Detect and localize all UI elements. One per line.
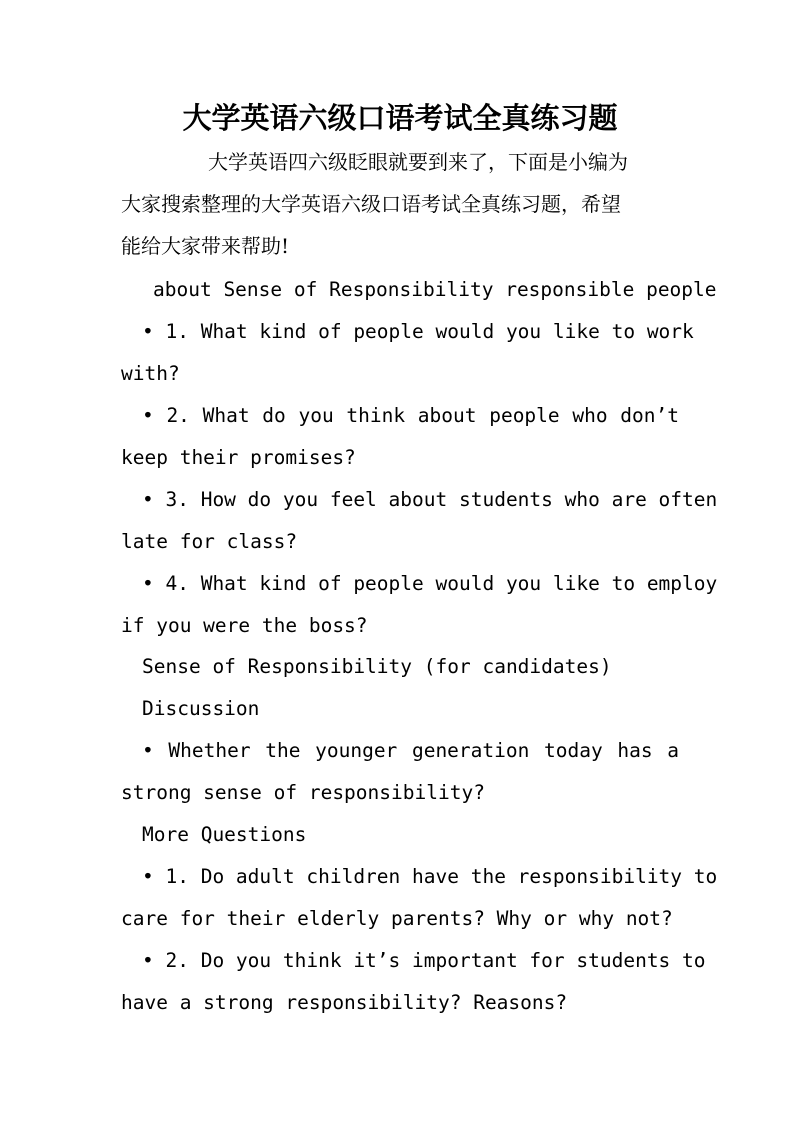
more-question-2: • 2. Do you think it’s important for students to [142,949,706,972]
more-question-1-cont: care for their elderly parents? Why or why not? [121,907,673,930]
more-questions-heading: More Questions [142,823,307,846]
question-2: • 2. What do you think about people who don’t [142,404,679,427]
question-4: • 4. What kind of people would you like to employ [142,572,718,595]
candidates-heading: Sense of Responsibility (for candidates) [142,655,612,678]
question-3-cont: late for class? [121,530,298,553]
question-3: • 3. How do you feel about students who are often [142,488,718,511]
intro-line-3: 能给大家带来帮助! [121,234,290,258]
question-2-cont: keep their promises? [121,446,356,469]
discussion-heading: Discussion [142,697,260,720]
question-1-cont: with? [121,362,180,385]
question-4-cont: if you were the boss? [121,614,368,637]
intro-line-2: 大家搜索整理的大学英语六级口语考试全真练习题，希望 [121,192,621,216]
discussion-question: • Whether the younger generation today has a [142,739,679,762]
discussion-question-cont: strong sense of responsibility? [121,781,485,804]
intro-line-1: 大学英语四六级眨眼就要到来了，下面是小编为 [208,150,628,174]
more-question-2-cont: have a strong responsibility? Reasons? [121,991,568,1014]
document-title: 大学英语六级口语考试全真练习题 [182,101,618,135]
section-heading: about Sense of Responsibility responsible people [153,278,717,301]
question-1: • 1. What kind of people would you like to work [142,320,694,343]
more-question-1: • 1. Do adult children have the responsibility to [142,865,718,888]
